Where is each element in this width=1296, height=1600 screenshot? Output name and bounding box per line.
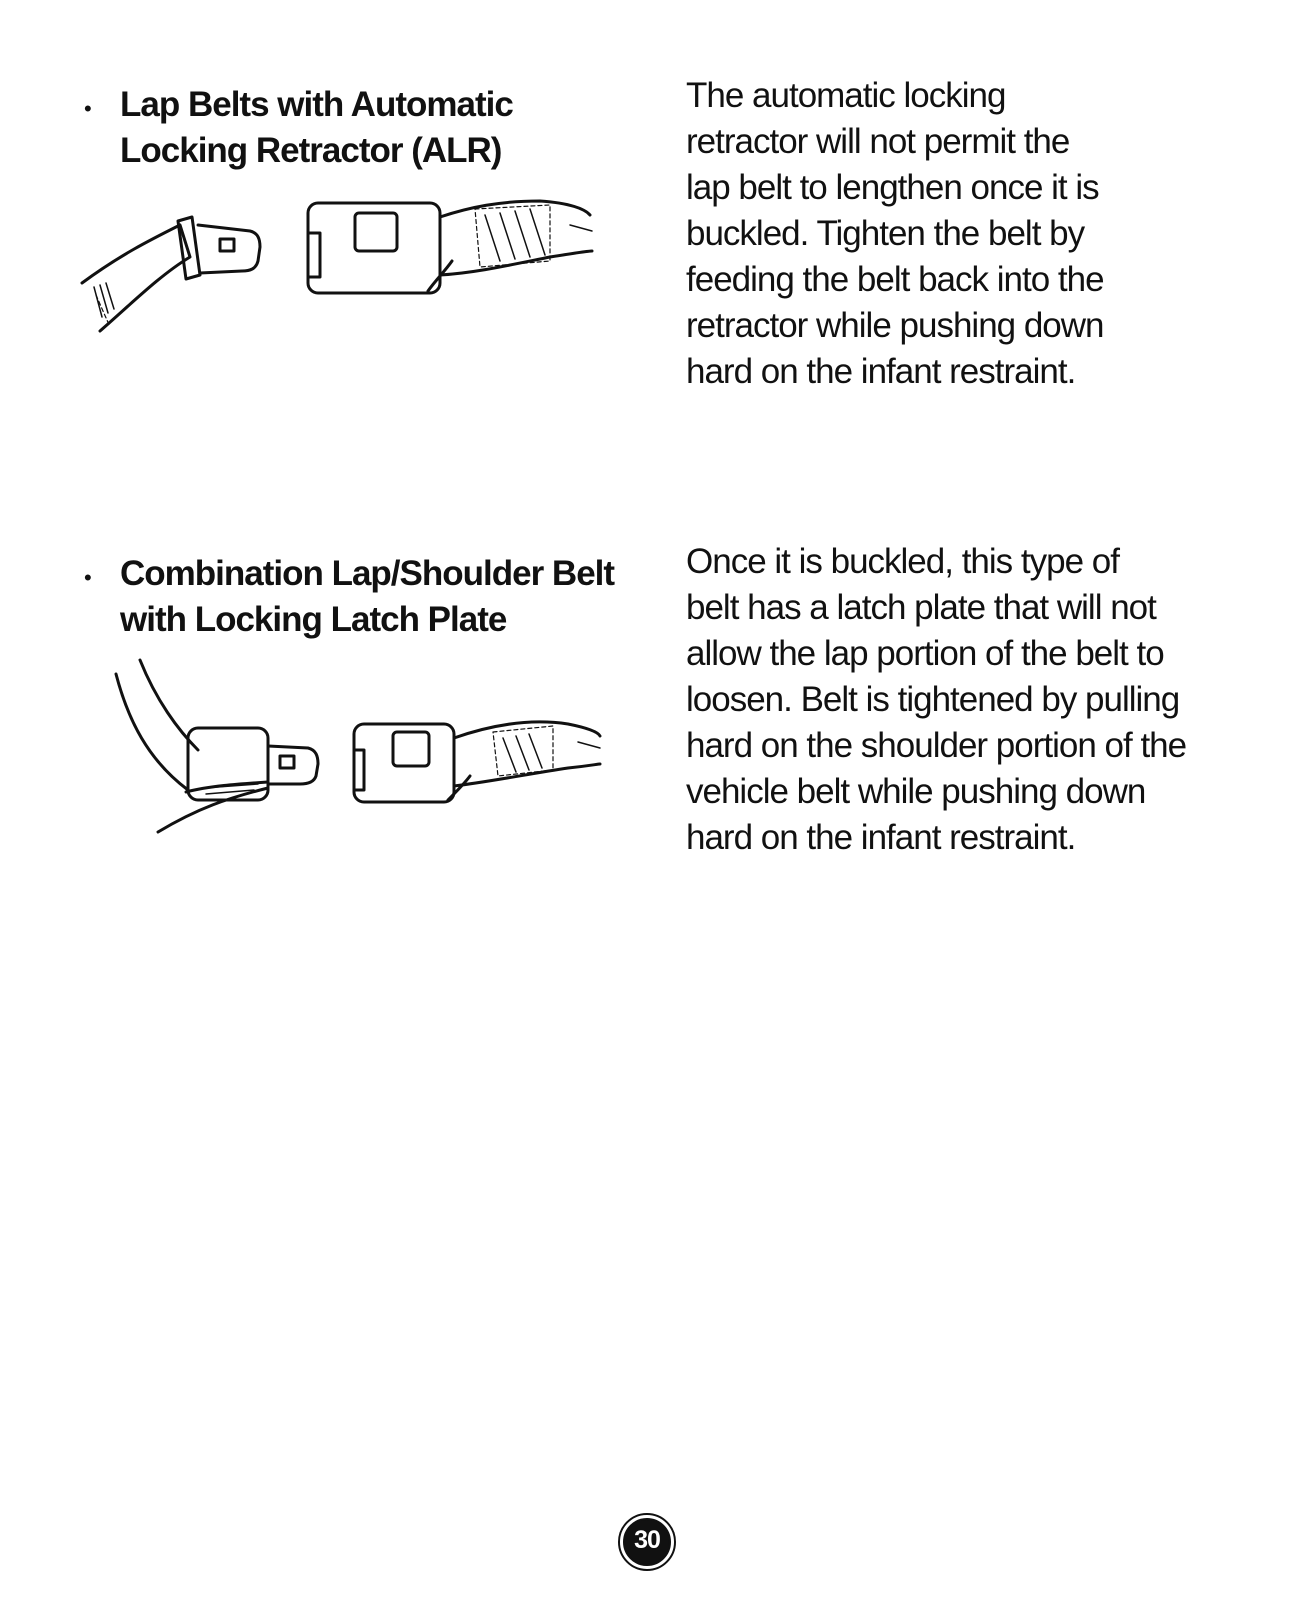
- bullet: •: [84, 96, 92, 121]
- section-description: The automatic locking retractor will not permit the lap belt to lengthen once it is buckled. Tighten the belt by feeding the belt back into the retractor while pushing down hard on the infant restraint.: [686, 76, 1104, 391]
- page-number: 30: [634, 1526, 660, 1554]
- page-number-badge: [618, 1513, 676, 1571]
- section-heading: Lap Belts with Automatic Locking Retractor (ALR): [120, 85, 513, 170]
- bullet: •: [84, 565, 92, 590]
- lap-belt-buckle-illustration: [80, 195, 600, 345]
- section-description: Once it is buckled, this type of belt has a latch plate that will not allow the lap portion of the belt to loosen. Belt is tightened by pulling hard on the shoulder portion of the vehicle belt while pushing down hard on the infant restraint.: [686, 542, 1187, 857]
- section-heading: Combination Lap/Shoulder Belt with Locking Latch Plate: [120, 554, 615, 639]
- lap-shoulder-belt-buckle-illustration: [108, 660, 608, 845]
